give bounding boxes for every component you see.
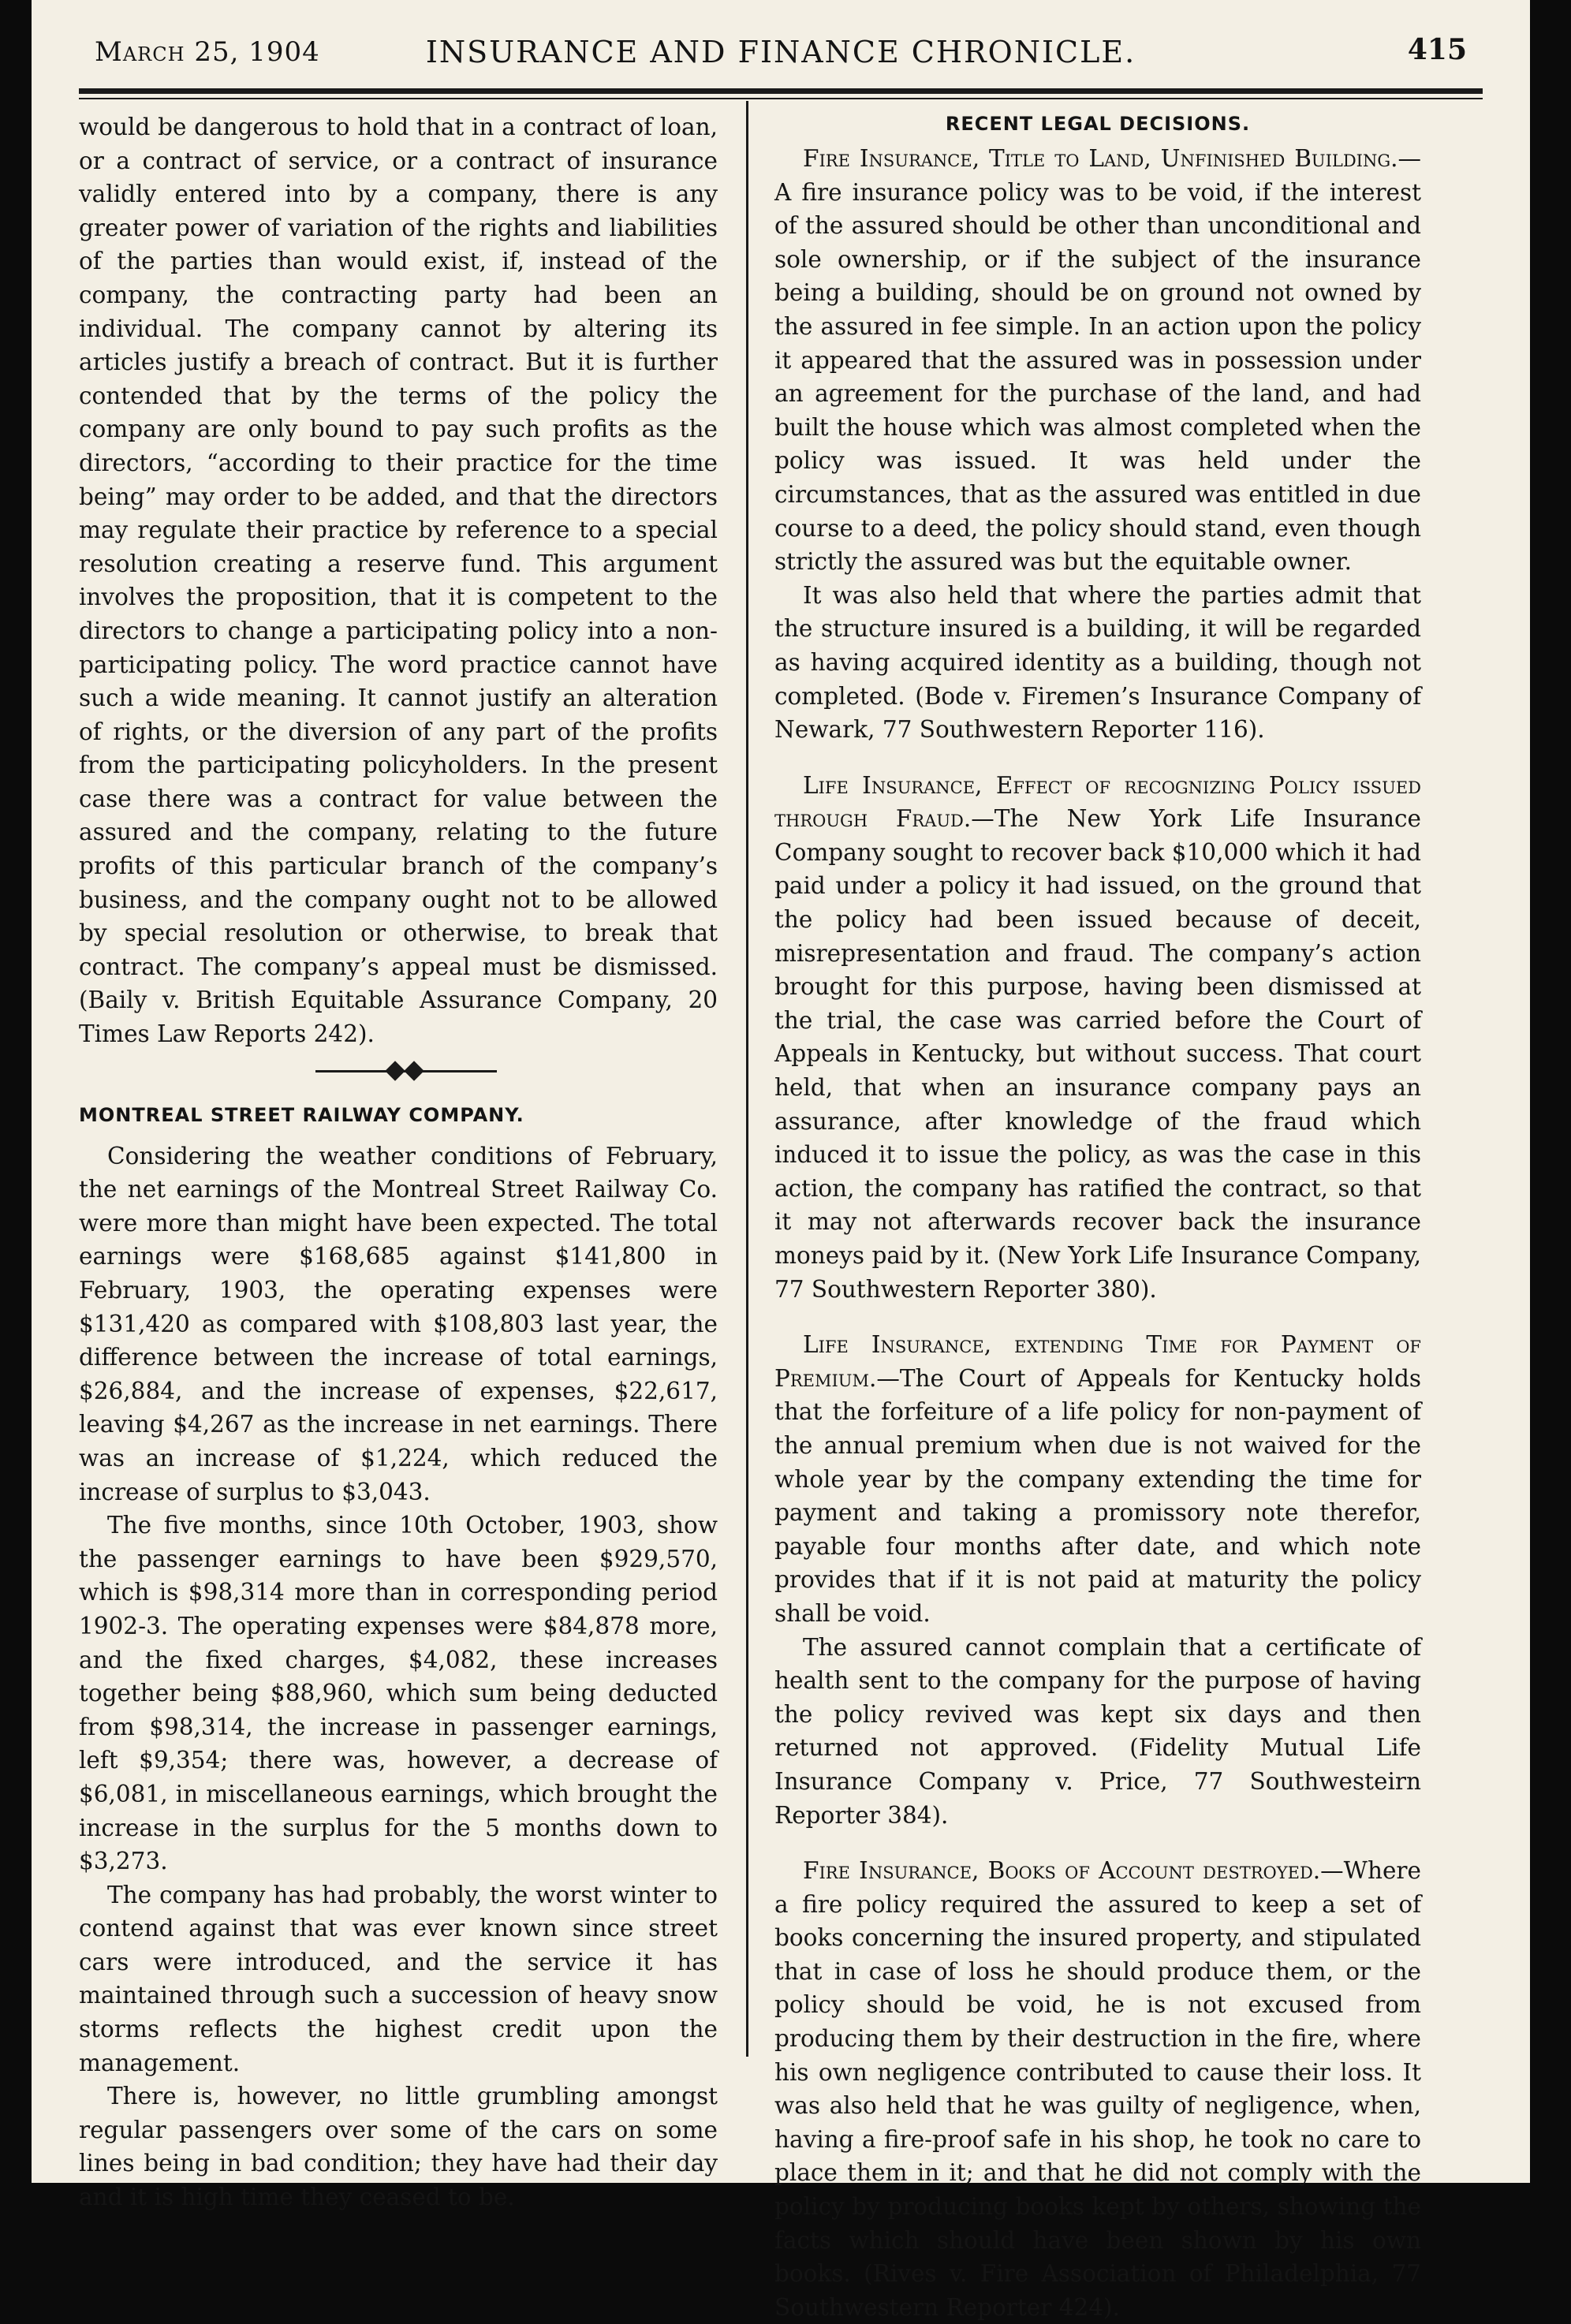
montreal-paragraph-4: There is, however, no little grumbling amongst regular passengers over some of the cars on some lines being in bad condition; they have had their day and it is high time they ceased to be. bbox=[79, 2083, 718, 2211]
header-date: March 25, 1904 bbox=[95, 36, 320, 68]
header-title: INSURANCE AND FINANCE CHRONICLE. bbox=[425, 35, 1136, 69]
section-body: —A fire insurance policy was to be void, if the interest of the assured should be other than unconditional and sole ownership, or if the subject of the insurance being a building, should be on ground not owned by the assured in fee simple. In an action upon the policy it appeared that the assured was in possession under an agreement for the purchase of the land, and had built the house which was almost completed when the policy was issued. It was held under the circumstances, that as the assured was entitled in due course to a deed, the policy should stand, even though strictly the assured was but the equitable owner. bbox=[774, 145, 1421, 576]
right-black-border bbox=[1530, 0, 1571, 2183]
right-column bbox=[774, 110, 1421, 2324]
header-page-number: 415 bbox=[1407, 33, 1467, 66]
column-divider bbox=[746, 101, 748, 2057]
section-body: —The New York Life Insurance Company sought to recover back $10,000 which it had paid under a policy it had issued, on the ground that the policy had been issued because of deceit, misrepresentation and fraud. The company’s action brought for this purpose, having been dismissed at the trial, the case was carried before the Court of Appeals in Kentucky, but without success. That court held, that when an insurance company pays an assurance, after knowledge of the fraud which induced it to issue the policy, as was the case in this action, the company has ratified the contract, so that it may not afterwards recover back the insurance moneys paid by it. (New York Life Insurance Company, 77 Southwestern Reporter 380). bbox=[774, 805, 1421, 1303]
header-rule-thick bbox=[79, 88, 1483, 94]
montreal-paragraph-2: The five months, since 10th October, 1903, show the passenger earnings to have been $929,570, which is $98,314 more than in corresponding period 1902-3. The operating expenses were $84,878 more, and the fixed charges, $4,082, these increases together being $88,960, which sum being deducted from $98,314, the increase in passenger earnings, left $9,354; there was, however, a decrease of $6,081, in miscellaneous earnings, which brought the increase in the surplus for the 5 months down to $3,273. bbox=[79, 1512, 718, 1875]
section-title: Life Insurance, Effect of recognizing Policy issued through Fraud. bbox=[774, 771, 1421, 833]
fire-title-land-section bbox=[774, 142, 1421, 579]
legal-decisions-heading: RECENT LEGAL DECISIONS. bbox=[945, 113, 1251, 135]
ornament-diamond bbox=[404, 1061, 424, 1080]
section-ornament bbox=[79, 1059, 718, 1083]
montreal-paragraph-1: Considering the weather conditions of February, the net earnings of the Montreal Street Railway Co. were more than might have been expected. The total earnings were $168,685 against $141,800 in February, 1903, the operating expenses were $131,420 as compared with $108,803 last year, the difference between the increase of total earnings, $26,884, and the increase of expenses, $22,617, leaving $4,267 as the increase in net earnings. There was an increase of $1,224, which reduced the increase of surplus to $3,043. bbox=[79, 1142, 718, 1505]
section-body: —The Court of Appeals for Kentucky holds that the forfeiture of a life policy for non-payment of the annual premium when due is not waived for the whole year by the company extending the time for payment and taking a promissory note therefor, payable four months after date, and which note provides that if it is not paid at maturity the policy shall be void. bbox=[774, 1364, 1421, 1627]
page-header bbox=[95, 30, 1467, 85]
fire-books-section bbox=[774, 1854, 1421, 2324]
ornament-diamond bbox=[385, 1061, 405, 1080]
fire-title-land-paragraph-2: It was also held that where the parties admit that the structure insured is a building, it will be regarded as having acquired identity as a building, though not completed. (Bode v. Firemen’s Insurance Company of Newark, 77 Southwestern Reporter 116). bbox=[774, 581, 1421, 744]
section-title: Fire Insurance, Books of Account destroyed. bbox=[803, 1857, 1321, 1885]
montreal-railway-heading: MONTREAL STREET RAILWAY COMPANY. bbox=[79, 1103, 524, 1126]
section-title: Fire Insurance, Title to Land, Unfinished Building. bbox=[803, 145, 1398, 172]
newspaper-page bbox=[32, 0, 1530, 2321]
left-column bbox=[79, 110, 718, 2214]
left-black-border bbox=[0, 0, 32, 2183]
left-continued-paragraph: would be dangerous to hold that in a contract of loan, or a contract of service, or a contract of insurance validly entered into by a company, there is any greater power of variation of the rights and liabilities of the parties than would exist, if, instead of the company, the contracting party had been an individual. The company cannot by altering its articles justify a breach of contract. But it is further contended that by the terms of the policy the company are only bound to pay such profits as the directors, “according to their practice for the time being” may order to be added, and that the directors may regulate their practice by reference to a special resolution creating a reserve fund. This argument involves the proposition, that it is competent to the directors to change a participating policy into a non-participating policy. The word practice cannot have such a wide meaning. It cannot justify an alteration of rights, or the diversion of any part of the profits from the participating policyholders. In the present case there was a contract for value between the assured and the company, relating to the future profits of this particular branch of the company’s business, and the company ought not to be allowed by special resolution or otherwise, to break that contract. The company’s appeal must be dismissed. (Baily v. British Equitable Assurance Company, 20 Times Law Reports 242). bbox=[79, 114, 718, 1048]
header-rule-thin bbox=[79, 98, 1483, 99]
life-premium-paragraph-2: The assured cannot complain that a certificate of health sent to the company for the purpose of having the policy revived was kept six days and then returned not approved. (Fidelity Mutual Life Insurance Company v. Price, 77 Southwesteirn Reporter 384). bbox=[774, 1633, 1421, 1829]
life-fraud-section bbox=[774, 769, 1421, 1307]
section-body: —Where a fire policy required the assured to keep a set of books concerning the insured property, and stipulated that in case of loss he should produce them, or the policy should be void, he is not excused from producing them by their destruction in the fire, where his own negligence contributed to cause their loss. It was also held that he was guilty of negligence, when, having a fire-proof safe in his shop, he took no care to place them in it; and that he did not comply with the policy by producing books kept by others, showing the facts which should have been shown by his own books. (Rives v. Fire Association of Philadelphia, 77 Southwestern Reporter 424). bbox=[774, 1857, 1421, 2321]
montreal-paragraph-3: The company has had probably, the worst winter to contend against that was ever known since street cars were introduced, and the service it has maintained through such a succession of heavy snow storms reflects the highest credit upon the management. bbox=[79, 1881, 718, 2076]
section-title: Life Insurance, extending Time for Payment of Premium. bbox=[774, 1331, 1421, 1392]
life-premium-section bbox=[774, 1328, 1421, 1630]
